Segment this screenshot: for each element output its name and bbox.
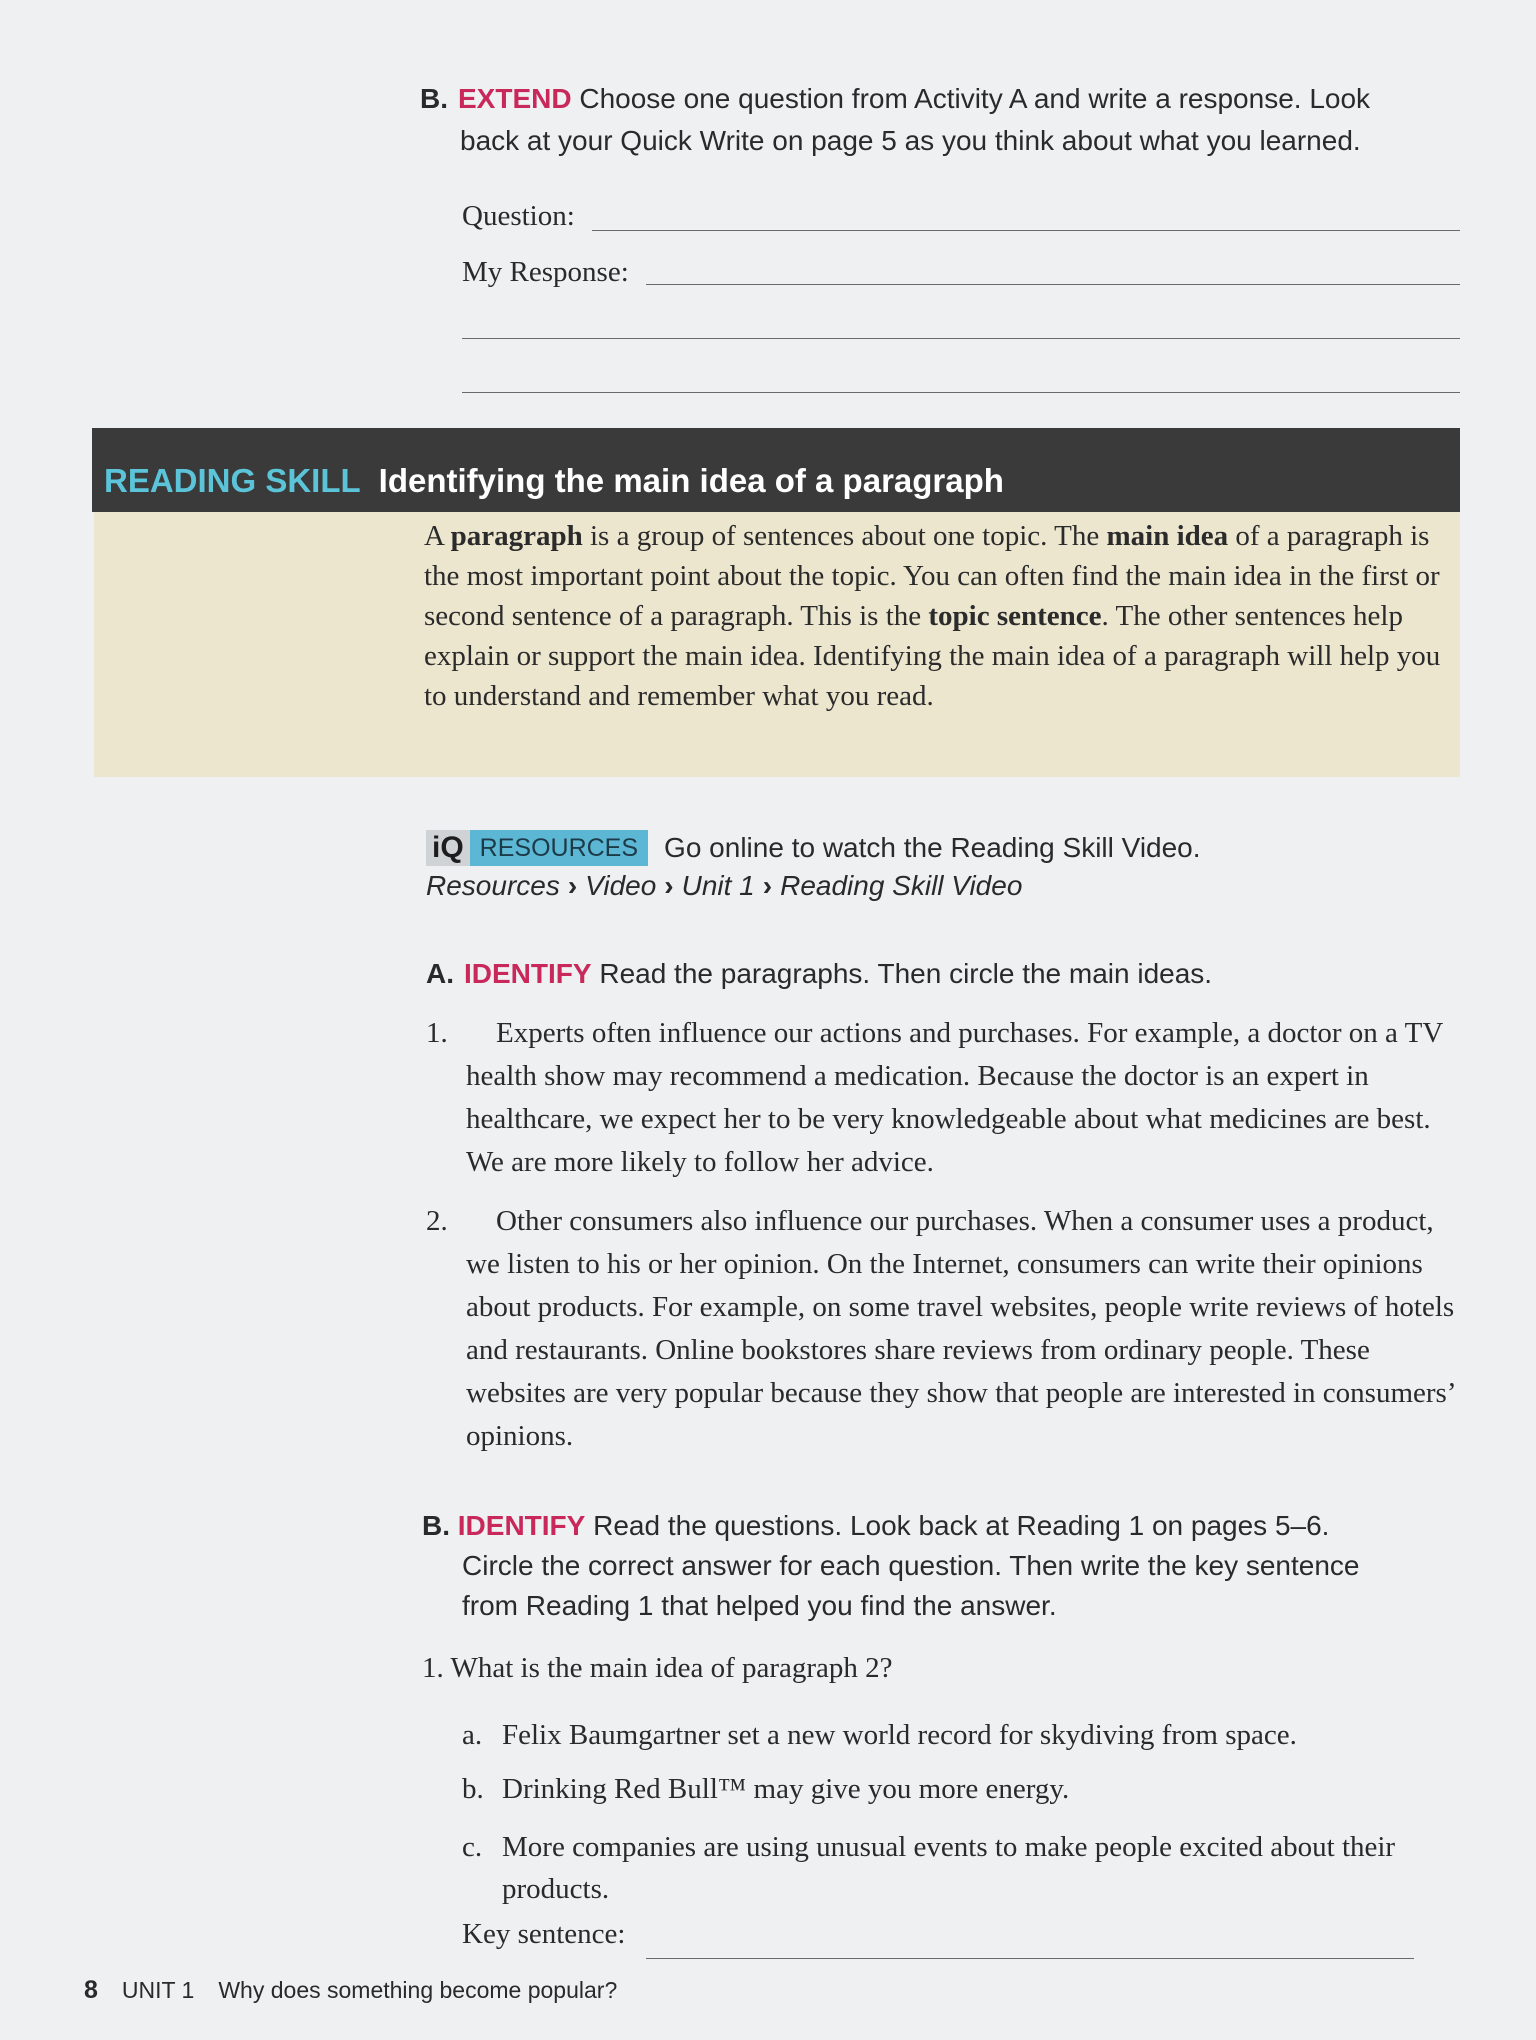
instruction-line-2: Circle the correct answer for each question. Then write the key sentence <box>462 1550 1360 1581</box>
option-text: Felix Baumgartner set a new world record for skydiving from space. <box>502 1719 1297 1751</box>
paragraph-text[interactable]: Experts often influence our actions and purchases. For example, a doctor on a TV health show may recommend a medication. Because the doctor is an expert in healthcare, we expect her to be very knowledgeable about what medicines are best. We are more likely to follow her advice. <box>466 1017 1443 1178</box>
question-answer-line[interactable] <box>592 230 1460 231</box>
chevron-right-icon: › <box>664 870 674 901</box>
activity-a-heading <box>426 958 1212 990</box>
resources-label: RESOURCES <box>479 833 639 862</box>
activity-letter: A. <box>426 958 454 989</box>
activity-b-heading <box>422 1506 1452 1626</box>
page-footer <box>84 1976 617 2005</box>
option-letter: c. <box>462 1831 483 1863</box>
iq-logo: iQ <box>426 830 470 866</box>
activity-letter: B. <box>422 1510 450 1541</box>
key-sentence-label: Key sentence: <box>462 1918 626 1950</box>
activity-instruction: Read the paragraphs. Then circle the main ideas. <box>599 958 1213 989</box>
path-link-reading-skill-video[interactable]: Reading Skill Video <box>780 870 1023 901</box>
answer-option-c[interactable] <box>462 1826 1442 1910</box>
text-run: A <box>424 520 451 552</box>
option-text: More companies are using unusual events to make people excited about their products. <box>502 1831 1396 1905</box>
option-text: Drinking Red Bull™ may give you more energy. <box>502 1773 1070 1805</box>
activity-label: EXTEND <box>458 83 572 114</box>
reading-skill-title <box>104 462 1004 500</box>
option-letter: b. <box>462 1773 484 1805</box>
option-letter: a. <box>462 1719 483 1751</box>
activity-label: IDENTIFY <box>457 1510 586 1541</box>
text-run: . The other sentences help explain or support the main idea. Identifying the main idea of a paragraph will help you to understand and remember what you read. <box>424 600 1441 712</box>
paragraph-item <box>426 1200 1456 1458</box>
term-main-idea: main idea <box>1106 520 1229 552</box>
iq-resources-row <box>426 830 1201 866</box>
reading-skill-heading: Identifying the main idea of a paragraph <box>378 462 1004 499</box>
response-answer-line[interactable] <box>462 338 1460 339</box>
activity-label: IDENTIFY <box>464 958 592 989</box>
term-paragraph: paragraph <box>450 520 583 552</box>
path-link-resources[interactable]: Resources <box>426 870 560 901</box>
response-answer-line[interactable] <box>646 284 1460 285</box>
reading-skill-label: READING SKILL <box>104 462 361 499</box>
question-label: Question: <box>462 200 575 232</box>
paragraph-item <box>426 1012 1456 1184</box>
response-answer-line[interactable] <box>462 392 1460 393</box>
response-label: My Response: <box>462 256 629 288</box>
paragraph-text[interactable]: Other consumers also influence our purchases. When a consumer uses a product, we listen to his or her opinion. On the Internet, consumers can write their opinions about products. For example, on some travel websites, people write reviews of hotels and restaurants. Online bookstores share reviews from ordinary people. These websites are very popular because they show that people are interested in consumers’ opinions. <box>466 1205 1455 1452</box>
question-text: 1. What is the main idea of paragraph 2? <box>422 1652 893 1684</box>
iq-resources-badge[interactable] <box>426 830 648 866</box>
paragraph-number: 1. <box>426 1017 448 1049</box>
page-number: 8 <box>84 1976 98 2004</box>
term-topic-sentence: topic sentence <box>928 600 1102 632</box>
iq-instruction: Go online to watch the Reading Skill Video. <box>664 832 1201 863</box>
unit-title: Why does something become popular? <box>218 1977 618 2003</box>
answer-option-a[interactable] <box>462 1714 1442 1756</box>
chevron-right-icon: › <box>762 870 773 901</box>
text-run: of a paragraph is the most important point about the topic. You can often find the main idea in the first or second sentence of a paragraph. This is the <box>424 520 1440 632</box>
text-run: is a group of sentences about one topic. The <box>582 520 1107 552</box>
instruction-line-1: Read the questions. Look back at Reading 1 on pages 5–6. <box>593 1510 1330 1541</box>
chevron-right-icon: › <box>567 870 578 901</box>
answer-option-b[interactable] <box>462 1768 1442 1810</box>
key-sentence-answer-line[interactable] <box>646 1958 1414 1959</box>
reading-skill-text <box>424 516 1444 716</box>
path-link-video[interactable]: Video <box>585 870 657 901</box>
instruction-line-3: from Reading 1 that helped you find the answer. <box>462 1590 1057 1621</box>
instruction-line-1: Choose one question from Activity A and write a response. Look <box>579 83 1371 114</box>
instruction-line-2: back at your Quick Write on page 5 as you think about what you learned. <box>460 125 1361 156</box>
resource-path <box>426 870 1022 902</box>
paragraph-number: 2. <box>426 1205 448 1237</box>
extend-instructions <box>420 78 1460 162</box>
path-link-unit[interactable]: Unit 1 <box>681 870 755 901</box>
activity-letter: B. <box>420 83 448 114</box>
unit-label: UNIT 1 <box>121 1977 195 2003</box>
